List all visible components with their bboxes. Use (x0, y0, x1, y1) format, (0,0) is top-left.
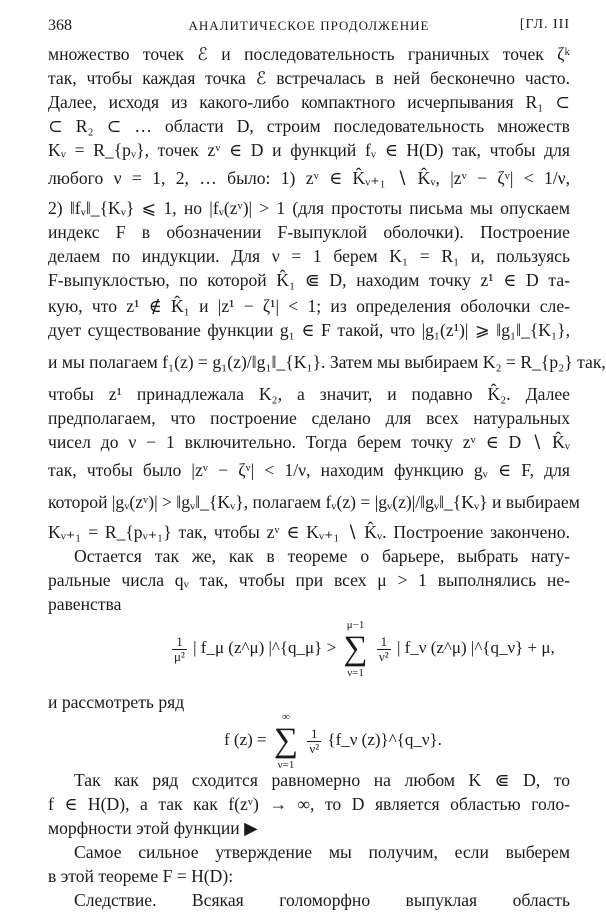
page-number: 368 (48, 17, 72, 34)
text-line: Kᵥ = R_{pᵥ}, точек zᵛ ∈ D и функций fᵥ ∈ H(D) так, чтобы для (48, 140, 570, 160)
text-line: предполагаем, что построение сделано для всех натуральных (48, 408, 570, 428)
text-line: и рассмотреть ряд (48, 692, 185, 712)
text-line: любого ν = 1, 2, … было: 1) zᵛ ∈ K̂ᵥ₊₁ ∖ K̂ᵥ, |zᵛ − ζᵛ| < 1/ν, (48, 168, 570, 188)
inequality-display: $\frac{1}{\text{μ²}}$ | f_μ (z^μ) |^{q_μ} > μ−1 ∑ ν=1 $\frac{1}{\text{ν²}}$ | f_ν (z^μ) |^{q_ν} + μ, (174, 619, 555, 679)
summation: μ−1 ∑ ν=1 (343, 619, 368, 679)
text-line: индекс F в обозначении F-выпуклой оболочки). Построение (48, 222, 570, 242)
summation: ∞ ∑ ν=1 (273, 711, 299, 771)
text-line: Самое сильное утверждение мы получим, если выберем (74, 842, 570, 862)
text-line: кую, что z¹ ∉ K̂₁ и |z¹ − ζ¹| < 1; из определения оболочки сле- (48, 296, 570, 316)
text-line: в этой теореме F = H(D): (48, 866, 234, 886)
text-line: морфности этой функции ▶ (48, 818, 258, 838)
text-line: ⊂ R₂ ⊂ … области D, строим последовательность множеств (48, 116, 570, 136)
chapter-label: [ГЛ. III (519, 17, 570, 32)
fraction: $\frac{1}{\text{ν²}}$ (378, 633, 389, 664)
text-line: ральные числа qᵥ так, чтобы при всех μ > 1 выполнялись не- (48, 570, 570, 590)
text-line: чисел до ν − 1 включительно. Тогда берем точку zᵛ ∈ D ∖ K̂ᵥ (48, 432, 570, 452)
text-line: Kᵥ₊₁ = R_{pᵥ₊₁} так, чтобы zᵛ ∈ Kᵥ₊₁ ∖ K̂ᵥ. Построение закончено. (48, 522, 570, 542)
text-line: равенства (48, 594, 122, 614)
series-display: f (z) = ∞ ∑ ν=1 $\frac{1}{\text{ν²}}$ {f_ν (z)}^{q_ν}. (224, 711, 442, 771)
text-line: 2) ‖fᵥ‖_{Kᵥ} ⩽ 1, но |fᵥ(zᵛ)| > 1 (для простоты письма мы опускаем (48, 198, 570, 218)
text-line: f ∈ H(D), а так как f(zᵛ) → ∞, то D является областью голо- (48, 794, 570, 814)
text-line: так, чтобы каждая точка ℰ встречалась в ней бесконечно часто. (48, 68, 570, 88)
running-header (48, 13, 570, 37)
fraction: $\frac{1}{\text{μ²}}$ (174, 633, 185, 664)
text-line: и мы полагаем f₁(z) = g₁(z)/‖g₁‖_{K₁}. Затем мы выбираем K₂ = R_{p₂} так, (48, 352, 606, 372)
running-title: АНАЛИТИЧЕСКОЕ ПРОДОЛЖЕНИЕ (188, 18, 430, 33)
text-line: делаем по индукции. Для ν = 1 берем K₁ = R₁ и, пользуясь (48, 246, 570, 266)
text-line: Остается так же, как в теореме о барьере, выбрать нату- (74, 546, 570, 566)
text-line: Далее, исходя из какого-либо компактного исчерпывания R₁ ⊂ (48, 92, 570, 112)
corollary-line: Следствие. Всякая голоморфно выпуклая область (74, 890, 570, 910)
text-line: F-выпуклостью, по которой K̂₁ ⋐ D, находим точку z¹ ∈ D та- (48, 270, 570, 290)
text-line: так, чтобы было |zᵛ − ζᵛ| < 1/ν, находим функцию gᵥ ∈ F, для (48, 460, 570, 480)
text-line: дует существование функции g₁ ∈ F такой, что |g₁(z¹)| ⩾ ‖g₁‖_{K₁}, (48, 320, 570, 340)
fraction: $\frac{1}{\text{ν²}}$ (309, 725, 320, 756)
text-line: которой |gᵥ(zᵛ)| > ‖gᵥ‖_{Kᵥ}, полагаем fᵥ(z) = |gᵥ(z)|/‖gᵥ‖_{Kᵥ} и выбираем (48, 492, 580, 512)
text-line: Так как ряд сходится равномерно на любом K ⋐ D, то (74, 770, 570, 790)
text-line: чтобы z¹ принадлежала K₂, а значит, и подавно K̂₂. Далее (48, 384, 570, 404)
text-line: множество точек ℰ и последовательность граничных точек ζᵏ (48, 44, 570, 64)
